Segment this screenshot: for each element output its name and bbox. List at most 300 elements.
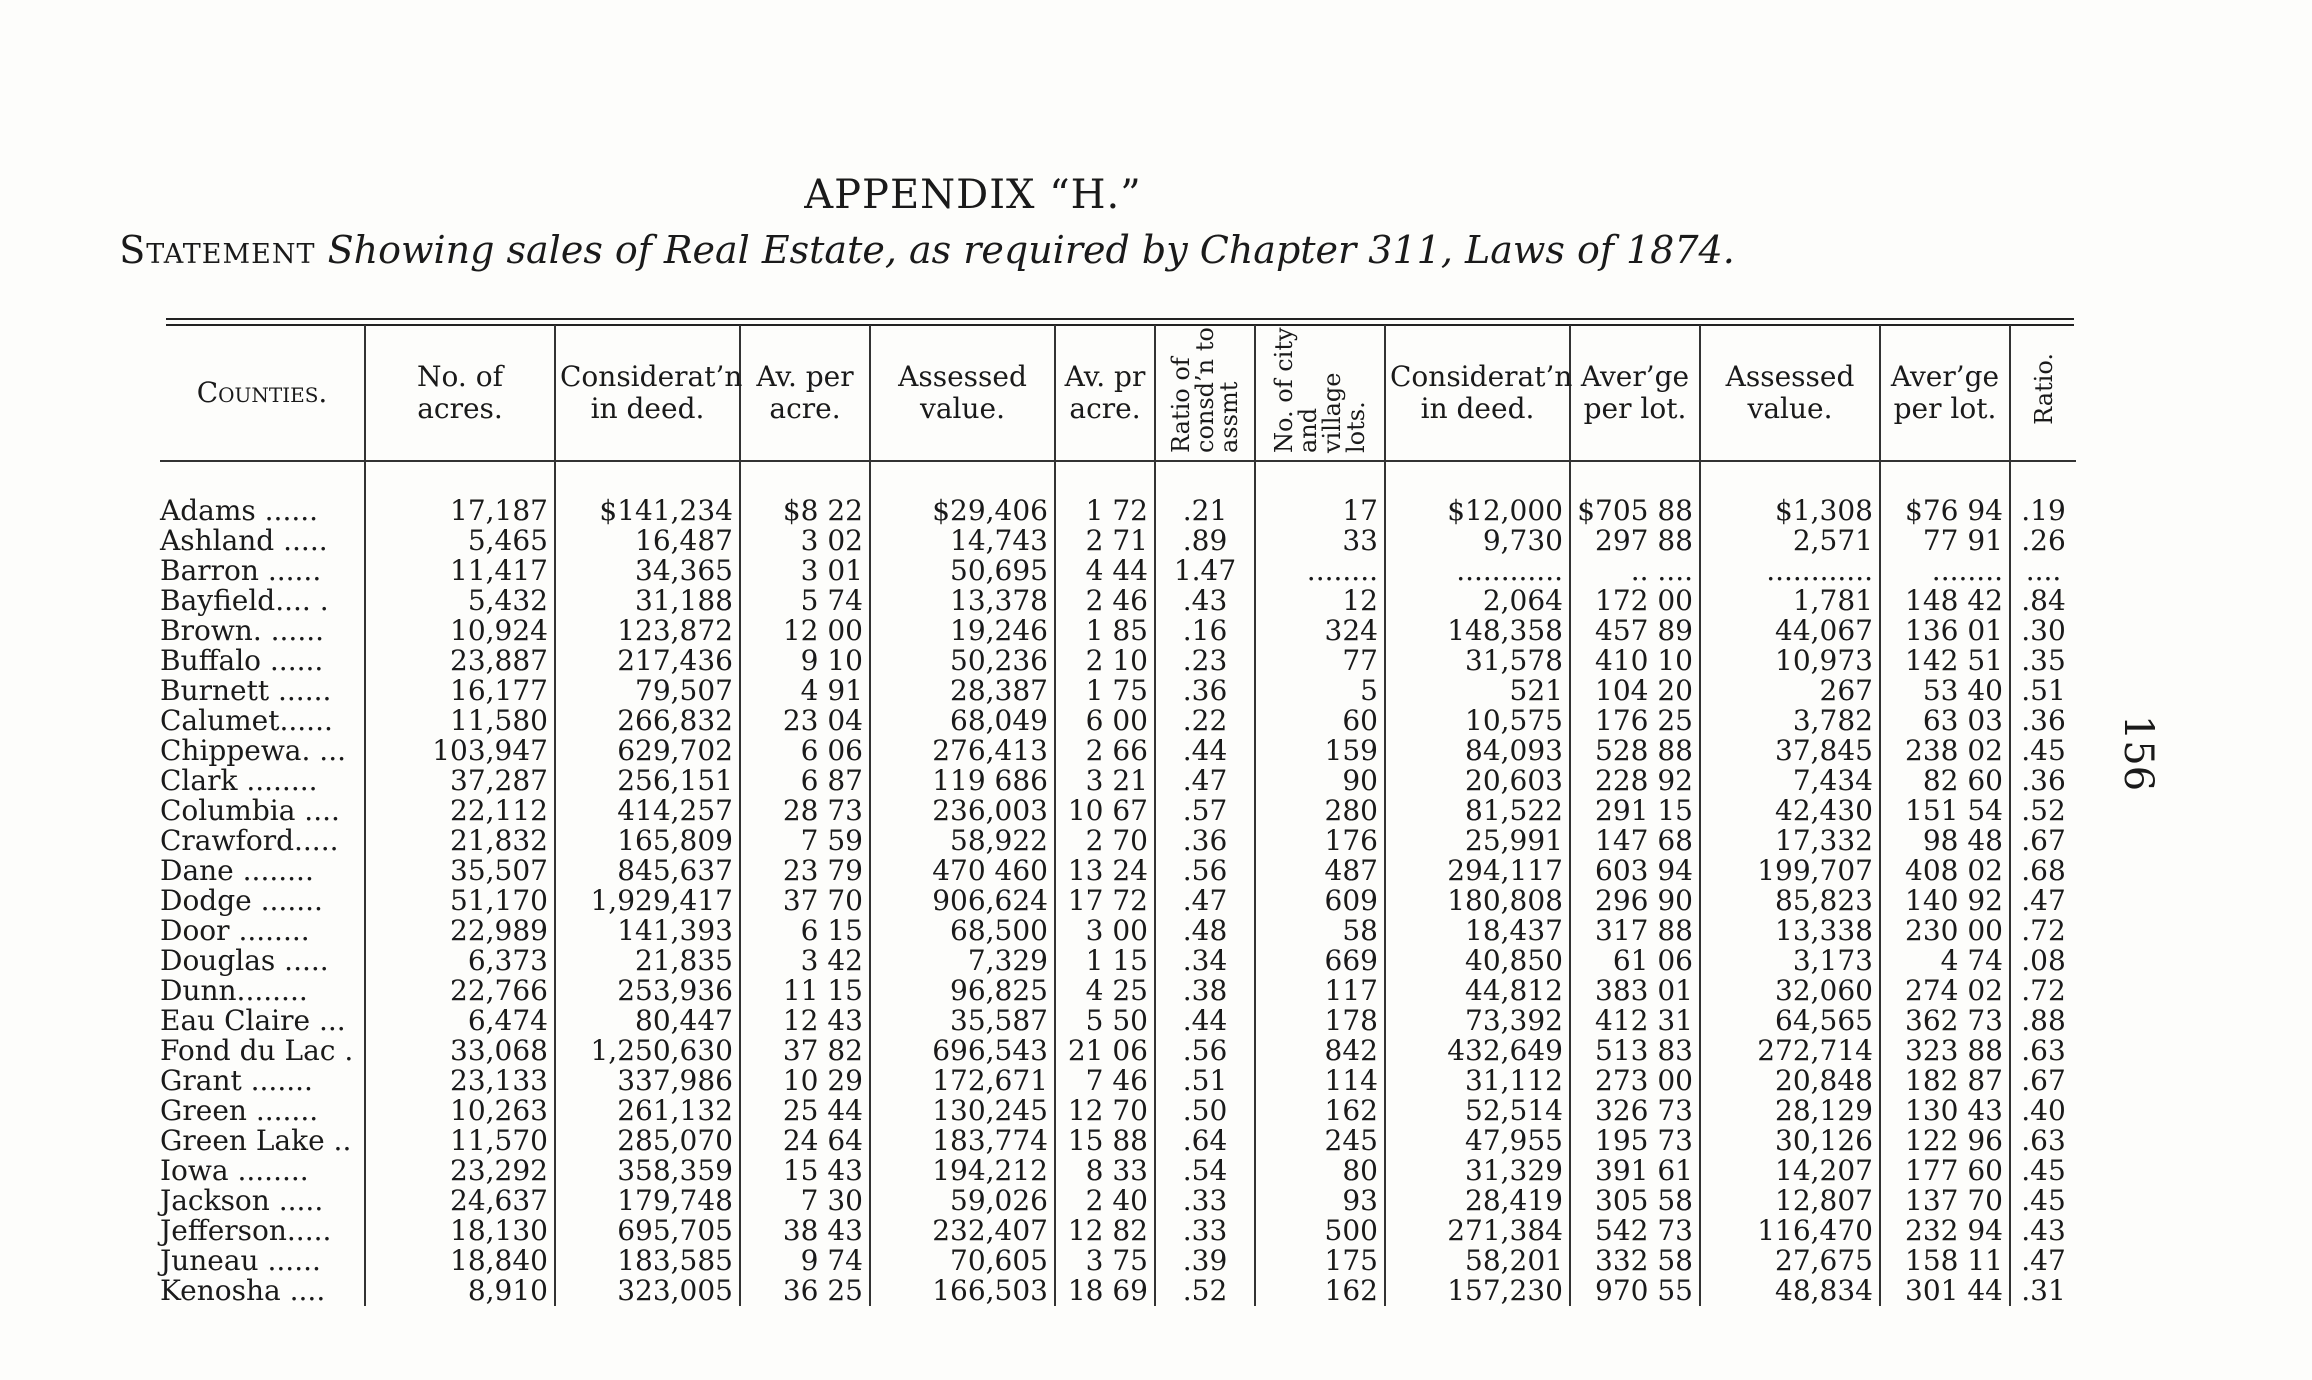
- cell-lot-ratio: .47: [2010, 1246, 2076, 1276]
- cell-county: Iowa ........: [160, 1154, 309, 1187]
- cell-avg-assessed-per-lot: 98 48: [1880, 826, 2010, 856]
- header-rule-cell: [160, 461, 365, 496]
- cell-lots: 245: [1255, 1126, 1385, 1156]
- cell-av-pr-acre: 2 46: [1055, 586, 1155, 616]
- cell-ratio: .56: [1155, 856, 1255, 886]
- cell-consideration: 34,365: [555, 556, 740, 586]
- cell-assessed-value: 194,212: [870, 1156, 1055, 1186]
- cell-consideration: $141,234: [555, 496, 740, 526]
- cell-av-pr-acre: 8 33: [1055, 1156, 1155, 1186]
- cell-lot-assessed-value: 42,430: [1700, 796, 1880, 826]
- cell-lot-assessed-value: 199,707: [1700, 856, 1880, 886]
- cell-acres: 5,432: [365, 586, 555, 616]
- cell-lots: 80: [1255, 1156, 1385, 1186]
- cell-avg-assessed-per-lot: 122 96: [1880, 1126, 2010, 1156]
- cell-acres: 11,570: [365, 1126, 555, 1156]
- cell-lot-assessed-value: 28,129: [1700, 1096, 1880, 1126]
- header-lots: [1255, 325, 1385, 461]
- cell-assessed-value: 59,026: [870, 1186, 1055, 1216]
- cell-acres: 21,832: [365, 826, 555, 856]
- table-row: [160, 1276, 2076, 1306]
- cell-ratio: .36: [1155, 826, 1255, 856]
- cell-acres: 37,287: [365, 766, 555, 796]
- cell-lot-assessed-value: 17,332: [1700, 826, 1880, 856]
- cell-lot-ratio: .88: [2010, 1006, 2076, 1036]
- cell-lot-assessed-value: 44,067: [1700, 616, 1880, 646]
- cell-av-pr-acre: 3 75: [1055, 1246, 1155, 1276]
- cell-av-pr-acre: 2 40: [1055, 1186, 1155, 1216]
- cell-av-pr-acre: 3 21: [1055, 766, 1155, 796]
- cell-ratio: .43: [1155, 586, 1255, 616]
- cell-lot-ratio: .51: [2010, 676, 2076, 706]
- cell-lot-consideration: 10,575: [1385, 706, 1570, 736]
- cell-avg-per-lot: 383 01: [1570, 976, 1700, 1006]
- cell-acres: 22,112: [365, 796, 555, 826]
- cell-assessed-value: 13,378: [870, 586, 1055, 616]
- cell-lots: 5: [1255, 676, 1385, 706]
- cell-avg-per-acre: 7 30: [740, 1186, 870, 1216]
- real-estate-sales-table: [160, 325, 2076, 1306]
- table-row: [160, 886, 2076, 916]
- cell-consideration: 183,585: [555, 1246, 740, 1276]
- cell-avg-assessed-per-lot: 53 40: [1880, 676, 2010, 706]
- cell-county: Jackson .....: [160, 1184, 324, 1217]
- table-row: [160, 1066, 2076, 1096]
- cell-lot-assessed-value: 267: [1700, 676, 1880, 706]
- cell-consideration: 1,250,630: [555, 1036, 740, 1066]
- cell-consideration: 261,132: [555, 1096, 740, 1126]
- cell-county: Clark ........: [160, 764, 318, 797]
- cell-consideration: 1,929,417: [555, 886, 740, 916]
- header-avg-assessed-per-lot: Aver’ge per lot.: [1880, 325, 2010, 461]
- cell-assessed-value: 696,543: [870, 1036, 1055, 1066]
- table-row: [160, 1096, 2076, 1126]
- header-acres: No. of acres.: [365, 325, 555, 461]
- cell-ratio: .54: [1155, 1156, 1255, 1186]
- header-lot-ratio: [2010, 325, 2076, 461]
- cell-lot-consideration: 52,514: [1385, 1096, 1570, 1126]
- cell-lots: ........: [1255, 556, 1385, 586]
- cell-county: Dodge .......: [160, 884, 323, 917]
- cell-ratio: 1.47: [1155, 556, 1255, 586]
- cell-avg-per-lot: 603 94: [1570, 856, 1700, 886]
- cell-county: Dunn........: [160, 974, 308, 1007]
- cell-avg-per-lot: 332 58: [1570, 1246, 1700, 1276]
- cell-county: Green .......: [160, 1094, 319, 1127]
- cell-lot-assessed-value: 272,714: [1700, 1036, 1880, 1066]
- cell-ratio: .89: [1155, 526, 1255, 556]
- cell-lots: 159: [1255, 736, 1385, 766]
- header-rule-cell: [1880, 461, 2010, 496]
- cell-lot-ratio: .19: [2010, 496, 2076, 526]
- header-lot-assessed-value: Assessed value.: [1700, 325, 1880, 461]
- cell-avg-per-acre: 37 82: [740, 1036, 870, 1066]
- cell-ratio: .22: [1155, 706, 1255, 736]
- cell-avg-per-acre: 23 04: [740, 706, 870, 736]
- cell-lots: 162: [1255, 1096, 1385, 1126]
- header-avg-per-acre: Av. per acre.: [740, 325, 870, 461]
- cell-ratio: .36: [1155, 676, 1255, 706]
- cell-ratio: .23: [1155, 646, 1255, 676]
- cell-lot-ratio: .26: [2010, 526, 2076, 556]
- cell-lot-assessed-value: 12,807: [1700, 1186, 1880, 1216]
- cell-avg-assessed-per-lot: 158 11: [1880, 1246, 2010, 1276]
- cell-ratio: .47: [1155, 886, 1255, 916]
- cell-lots: 176: [1255, 826, 1385, 856]
- table-row: [160, 916, 2076, 946]
- cell-county: Fond du Lac .: [160, 1034, 354, 1067]
- cell-ratio: .56: [1155, 1036, 1255, 1066]
- header-lot-consideration: Considerat’n in deed.: [1385, 325, 1570, 461]
- cell-ratio: .50: [1155, 1096, 1255, 1126]
- cell-lots: 842: [1255, 1036, 1385, 1066]
- cell-lot-consideration: 58,201: [1385, 1246, 1570, 1276]
- cell-lot-consideration: 31,578: [1385, 646, 1570, 676]
- cell-consideration: 629,702: [555, 736, 740, 766]
- cell-avg-assessed-per-lot: 63 03: [1880, 706, 2010, 736]
- cell-avg-assessed-per-lot: 301 44: [1880, 1276, 2010, 1306]
- cell-avg-per-lot: 542 73: [1570, 1216, 1700, 1246]
- header-row: [160, 325, 2076, 461]
- cell-lot-assessed-value: 13,338: [1700, 916, 1880, 946]
- cell-consideration: 256,151: [555, 766, 740, 796]
- cell-avg-per-acre: 4 91: [740, 676, 870, 706]
- cell-assessed-value: 68,500: [870, 916, 1055, 946]
- cell-avg-per-lot: 970 55: [1570, 1276, 1700, 1306]
- cell-county: Juneau ......: [160, 1244, 321, 1277]
- cell-lot-consideration: 31,112: [1385, 1066, 1570, 1096]
- cell-acres: 103,947: [365, 736, 555, 766]
- cell-acres: 10,924: [365, 616, 555, 646]
- table-row: [160, 586, 2076, 616]
- cell-av-pr-acre: 6 00: [1055, 706, 1155, 736]
- cell-avg-per-acre: 6 87: [740, 766, 870, 796]
- cell-acres: 22,989: [365, 916, 555, 946]
- cell-lot-ratio: .72: [2010, 976, 2076, 1006]
- cell-county: Adams ......: [160, 494, 319, 527]
- cell-ratio: .33: [1155, 1216, 1255, 1246]
- cell-avg-per-acre: 24 64: [740, 1126, 870, 1156]
- header-counties: Counties.: [196, 375, 328, 409]
- cell-avg-per-acre: 25 44: [740, 1096, 870, 1126]
- subtitle-rest: Showing sales of Real Estate, as required by Chapter 311, Laws of 1874.: [315, 228, 1735, 272]
- cell-avg-assessed-per-lot: 82 60: [1880, 766, 2010, 796]
- header-consideration: Considerat’n in deed.: [555, 325, 740, 461]
- cell-acres: 22,766: [365, 976, 555, 1006]
- cell-ratio: .47: [1155, 766, 1255, 796]
- cell-avg-assessed-per-lot: 137 70: [1880, 1186, 2010, 1216]
- cell-lot-consideration: 47,955: [1385, 1126, 1570, 1156]
- cell-lot-consideration: 294,117: [1385, 856, 1570, 886]
- cell-lots: 77: [1255, 646, 1385, 676]
- header-lots-text: No. of city and village lots.: [1270, 327, 1370, 453]
- cell-avg-per-lot: 410 10: [1570, 646, 1700, 676]
- cell-lot-assessed-value: $1,308: [1700, 496, 1880, 526]
- cell-lot-ratio: .47: [2010, 886, 2076, 916]
- cell-avg-assessed-per-lot: 323 88: [1880, 1036, 2010, 1066]
- cell-county: Brown. ......: [160, 614, 325, 647]
- cell-lots: 93: [1255, 1186, 1385, 1216]
- table-row: [160, 1036, 2076, 1066]
- top-double-rule-1: [166, 318, 2074, 320]
- cell-consideration: 266,832: [555, 706, 740, 736]
- cell-lot-ratio: .52: [2010, 796, 2076, 826]
- cell-av-pr-acre: 4 25: [1055, 976, 1155, 1006]
- cell-avg-assessed-per-lot: 136 01: [1880, 616, 2010, 646]
- cell-ratio: .16: [1155, 616, 1255, 646]
- cell-lot-ratio: .43: [2010, 1216, 2076, 1246]
- header-av-pr-acre: Av. pr acre.: [1055, 325, 1155, 461]
- header-rule-cell: [1570, 461, 1700, 496]
- cell-avg-per-lot: 326 73: [1570, 1096, 1700, 1126]
- table-row: [160, 736, 2076, 766]
- cell-avg-per-lot: 172 00: [1570, 586, 1700, 616]
- table-row: [160, 1246, 2076, 1276]
- cell-county: Chippewa. ...: [160, 734, 346, 767]
- cell-av-pr-acre: 2 10: [1055, 646, 1155, 676]
- cell-assessed-value: 28,387: [870, 676, 1055, 706]
- cell-avg-assessed-per-lot: 130 43: [1880, 1096, 2010, 1126]
- cell-lot-ratio: .36: [2010, 766, 2076, 796]
- cell-assessed-value: 470 460: [870, 856, 1055, 886]
- cell-avg-per-lot: 528 88: [1570, 736, 1700, 766]
- cell-consideration: 31,188: [555, 586, 740, 616]
- header-rule-cell: [555, 461, 740, 496]
- cell-avg-per-lot: .. ....: [1570, 556, 1700, 586]
- cell-consideration: 323,005: [555, 1276, 740, 1306]
- cell-county: Bayfield.... .: [160, 584, 329, 617]
- cell-ratio: .52: [1155, 1276, 1255, 1306]
- cell-ratio: .44: [1155, 1006, 1255, 1036]
- cell-acres: 8,910: [365, 1276, 555, 1306]
- cell-acres: 6,474: [365, 1006, 555, 1036]
- cell-avg-per-lot: 412 31: [1570, 1006, 1700, 1036]
- table-row: [160, 1216, 2076, 1246]
- header-rule-cell: [365, 461, 555, 496]
- cell-lot-consideration: 84,093: [1385, 736, 1570, 766]
- cell-avg-assessed-per-lot: 182 87: [1880, 1066, 2010, 1096]
- cell-lot-ratio: .31: [2010, 1276, 2076, 1306]
- cell-avg-assessed-per-lot: 232 94: [1880, 1216, 2010, 1246]
- cell-acres: 5,465: [365, 526, 555, 556]
- cell-lot-ratio: .84: [2010, 586, 2076, 616]
- cell-acres: 18,840: [365, 1246, 555, 1276]
- cell-acres: 51,170: [365, 886, 555, 916]
- cell-lots: 280: [1255, 796, 1385, 826]
- cell-county: Barron ......: [160, 554, 322, 587]
- cell-acres: 23,887: [365, 646, 555, 676]
- cell-lot-consideration: 180,808: [1385, 886, 1570, 916]
- cell-lot-assessed-value: 116,470: [1700, 1216, 1880, 1246]
- cell-assessed-value: 50,236: [870, 646, 1055, 676]
- cell-avg-assessed-per-lot: 230 00: [1880, 916, 2010, 946]
- cell-lot-ratio: .08: [2010, 946, 2076, 976]
- cell-lot-consideration: 148,358: [1385, 616, 1570, 646]
- cell-assessed-value: 232,407: [870, 1216, 1055, 1246]
- cell-county: Douglas .....: [160, 944, 329, 977]
- cell-avg-assessed-per-lot: 77 91: [1880, 526, 2010, 556]
- cell-lot-assessed-value: 2,571: [1700, 526, 1880, 556]
- cell-lot-assessed-value: 64,565: [1700, 1006, 1880, 1036]
- cell-lot-assessed-value: 20,848: [1700, 1066, 1880, 1096]
- cell-lot-ratio: .67: [2010, 826, 2076, 856]
- appendix-title: APPENDIX “H.”: [804, 172, 1142, 218]
- cell-avg-assessed-per-lot: 177 60: [1880, 1156, 2010, 1186]
- cell-ratio: .48: [1155, 916, 1255, 946]
- cell-av-pr-acre: 12 82: [1055, 1216, 1155, 1246]
- table-row: [160, 796, 2076, 826]
- cell-lots: 58: [1255, 916, 1385, 946]
- cell-lots: 12: [1255, 586, 1385, 616]
- cell-av-pr-acre: 1 72: [1055, 496, 1155, 526]
- cell-county: Buffalo ......: [160, 644, 324, 677]
- cell-avg-per-acre: 5 74: [740, 586, 870, 616]
- cell-ratio: .64: [1155, 1126, 1255, 1156]
- table-row: [160, 1006, 2076, 1036]
- cell-lot-assessed-value: 27,675: [1700, 1246, 1880, 1276]
- cell-avg-per-acre: 6 06: [740, 736, 870, 766]
- cell-avg-per-lot: 195 73: [1570, 1126, 1700, 1156]
- cell-av-pr-acre: 7 46: [1055, 1066, 1155, 1096]
- cell-ratio: .44: [1155, 736, 1255, 766]
- cell-avg-assessed-per-lot: $76 94: [1880, 496, 2010, 526]
- cell-consideration: 141,393: [555, 916, 740, 946]
- header-rule-row: [160, 461, 2076, 496]
- table-row: [160, 1126, 2076, 1156]
- cell-avg-per-acre: 6 15: [740, 916, 870, 946]
- cell-lot-consideration: 20,603: [1385, 766, 1570, 796]
- cell-lot-consideration: 271,384: [1385, 1216, 1570, 1246]
- cell-av-pr-acre: 3 00: [1055, 916, 1155, 946]
- cell-consideration: 79,507: [555, 676, 740, 706]
- cell-avg-per-lot: 147 68: [1570, 826, 1700, 856]
- cell-lot-ratio: .72: [2010, 916, 2076, 946]
- cell-avg-per-acre: $8 22: [740, 496, 870, 526]
- cell-av-pr-acre: 2 70: [1055, 826, 1155, 856]
- cell-lot-consideration: 81,522: [1385, 796, 1570, 826]
- cell-acres: 18,130: [365, 1216, 555, 1246]
- cell-lot-ratio: .36: [2010, 706, 2076, 736]
- cell-consideration: 217,436: [555, 646, 740, 676]
- header-ratio-consideration: [1155, 325, 1255, 461]
- cell-avg-per-lot: $705 88: [1570, 496, 1700, 526]
- cell-av-pr-acre: 15 88: [1055, 1126, 1155, 1156]
- cell-av-pr-acre: 1 85: [1055, 616, 1155, 646]
- cell-lot-assessed-value: ............: [1700, 556, 1880, 586]
- cell-consideration: 179,748: [555, 1186, 740, 1216]
- page-number: 156: [2115, 714, 2162, 792]
- cell-lots: 17: [1255, 496, 1385, 526]
- cell-lot-assessed-value: 85,823: [1700, 886, 1880, 916]
- cell-assessed-value: 166,503: [870, 1276, 1055, 1306]
- cell-avg-assessed-per-lot: 362 73: [1880, 1006, 2010, 1036]
- cell-assessed-value: 70,605: [870, 1246, 1055, 1276]
- cell-avg-assessed-per-lot: 140 92: [1880, 886, 2010, 916]
- cell-avg-per-acre: 11 15: [740, 976, 870, 1006]
- cell-lot-assessed-value: 1,781: [1700, 586, 1880, 616]
- cell-lot-ratio: .35: [2010, 646, 2076, 676]
- cell-avg-per-acre: 15 43: [740, 1156, 870, 1186]
- cell-ratio: .38: [1155, 976, 1255, 1006]
- cell-avg-assessed-per-lot: 148 42: [1880, 586, 2010, 616]
- cell-lots: 90: [1255, 766, 1385, 796]
- cell-avg-assessed-per-lot: 408 02: [1880, 856, 2010, 886]
- cell-avg-per-acre: 7 59: [740, 826, 870, 856]
- cell-lots: 33: [1255, 526, 1385, 556]
- cell-avg-per-acre: 3 01: [740, 556, 870, 586]
- cell-acres: 16,177: [365, 676, 555, 706]
- cell-lots: 487: [1255, 856, 1385, 886]
- cell-assessed-value: 906,624: [870, 886, 1055, 916]
- cell-county: Burnett ......: [160, 674, 332, 707]
- cell-consideration: 414,257: [555, 796, 740, 826]
- cell-consideration: 285,070: [555, 1126, 740, 1156]
- cell-acres: 23,133: [365, 1066, 555, 1096]
- cell-assessed-value: 172,671: [870, 1066, 1055, 1096]
- cell-assessed-value: $29,406: [870, 496, 1055, 526]
- cell-avg-per-acre: 3 02: [740, 526, 870, 556]
- cell-county: Kenosha ....: [160, 1274, 326, 1307]
- cell-av-pr-acre: 1 75: [1055, 676, 1155, 706]
- cell-consideration: 253,936: [555, 976, 740, 1006]
- cell-av-pr-acre: 21 06: [1055, 1036, 1155, 1066]
- cell-av-pr-acre: 5 50: [1055, 1006, 1155, 1036]
- cell-lot-ratio: ....: [2010, 556, 2076, 586]
- cell-county: Dane ........: [160, 854, 314, 887]
- table-row: [160, 526, 2076, 556]
- cell-av-pr-acre: 1 15: [1055, 946, 1155, 976]
- cell-acres: 35,507: [365, 856, 555, 886]
- cell-avg-per-acre: 37 70: [740, 886, 870, 916]
- cell-av-pr-acre: 13 24: [1055, 856, 1155, 886]
- cell-county: Door ........: [160, 914, 310, 947]
- table-row: [160, 856, 2076, 886]
- cell-avg-per-acre: 9 10: [740, 646, 870, 676]
- cell-ratio: .33: [1155, 1186, 1255, 1216]
- cell-consideration: 695,705: [555, 1216, 740, 1246]
- cell-ratio: .57: [1155, 796, 1255, 826]
- cell-lot-assessed-value: 10,973: [1700, 646, 1880, 676]
- cell-avg-per-acre: 23 79: [740, 856, 870, 886]
- cell-ratio: .39: [1155, 1246, 1255, 1276]
- cell-lot-consideration: 31,329: [1385, 1156, 1570, 1186]
- cell-lots: 60: [1255, 706, 1385, 736]
- cell-lot-ratio: .63: [2010, 1126, 2076, 1156]
- cell-lot-assessed-value: 48,834: [1700, 1276, 1880, 1306]
- cell-lot-ratio: .40: [2010, 1096, 2076, 1126]
- cell-lot-ratio: .30: [2010, 616, 2076, 646]
- cell-assessed-value: 183,774: [870, 1126, 1055, 1156]
- cell-avg-per-acre: 38 43: [740, 1216, 870, 1246]
- cell-ratio: .21: [1155, 496, 1255, 526]
- cell-county: Jefferson.....: [160, 1214, 332, 1247]
- table-row: [160, 616, 2076, 646]
- cell-lot-ratio: .67: [2010, 1066, 2076, 1096]
- header-rule-cell: [740, 461, 870, 496]
- header-rule-cell: [2010, 461, 2076, 496]
- header-ratio-consideration-text: Ratio of consd’n to assmt: [1167, 327, 1243, 453]
- table-row: [160, 1156, 2076, 1186]
- cell-lot-consideration: 40,850: [1385, 946, 1570, 976]
- cell-avg-assessed-per-lot: 142 51: [1880, 646, 2010, 676]
- cell-avg-per-acre: 28 73: [740, 796, 870, 826]
- cell-assessed-value: 276,413: [870, 736, 1055, 766]
- cell-ratio: .34: [1155, 946, 1255, 976]
- header-rule-cell: [1700, 461, 1880, 496]
- cell-avg-per-lot: 457 89: [1570, 616, 1700, 646]
- cell-county: Columbia ....: [160, 794, 340, 827]
- cell-avg-per-lot: 273 00: [1570, 1066, 1700, 1096]
